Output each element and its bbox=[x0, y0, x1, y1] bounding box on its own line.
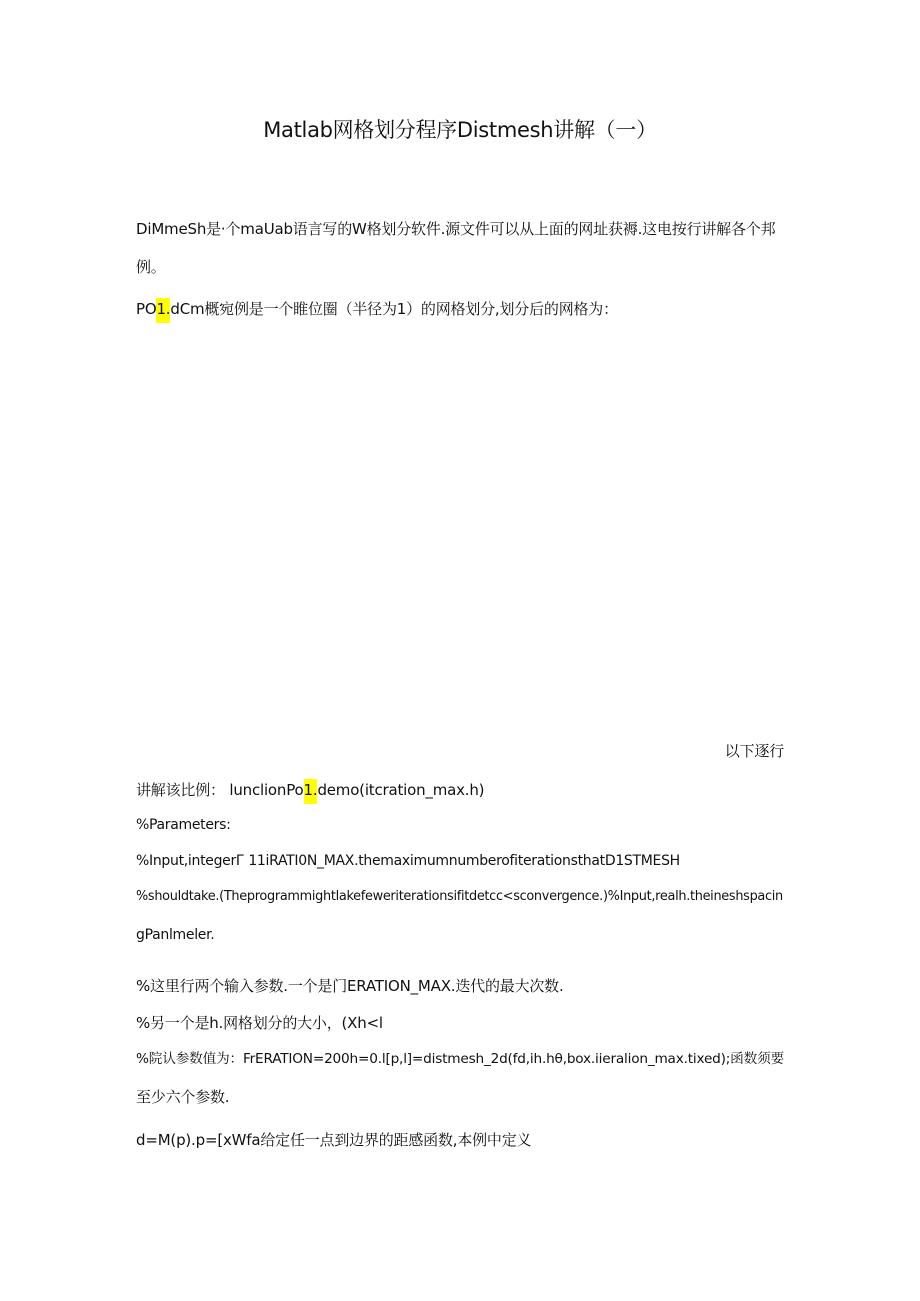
highlighted-number: 1. bbox=[156, 298, 170, 323]
code-comment-parameter: gPanlmeler. bbox=[136, 927, 215, 943]
line-by-line-lead: 以下逐行 bbox=[724, 742, 784, 760]
highlighted-number: 1. bbox=[304, 779, 318, 804]
mesh-figure-placeholder bbox=[136, 335, 784, 730]
mesh-size-note: %另一个是h.网格划分的大小，(Xh<l bbox=[136, 1014, 383, 1032]
demo-description-prefix: PO bbox=[136, 300, 157, 318]
code-comment-input-iteration: %Input,integerГ 11iRATI0N_MAX.themaximumnumberofiterationsthatD1STMESH bbox=[136, 853, 680, 869]
intro-paragraph-line-2: 例。 bbox=[136, 258, 166, 276]
demo-description-line bbox=[136, 298, 618, 323]
default-values-line-1: %院认参数值为：FrERATION=200h=0.l[p,l]=distmesh_2d(fd,ih.hθ,box.iieralion_max.tixed);函数须要 bbox=[136, 1051, 784, 1067]
code-comment-parameters: %Parameters: bbox=[136, 817, 231, 833]
default-values-line-2: 至少六个参数. bbox=[136, 1088, 230, 1106]
function-signature-line bbox=[136, 779, 484, 804]
intro-paragraph-line-1: DiMmeSh是·个maUab语言写的W格划分软件.源文件可以从上面的网址获褥.这电按行讲解各个邦 bbox=[136, 220, 776, 238]
code-comment-should-take: %shouldtake.(Theprogrammightlakefeweriterationsifitdetcc<sconvergence.)%Input,realh.theineshspacin bbox=[136, 889, 783, 904]
input-parameters-note: %这里行两个输入参数.一个是门ERATION_MAX.迭代的最大次数. bbox=[136, 977, 564, 995]
distance-function-line: d=M(p).p=[xWfa给定任一点到边界的距感函数,本例中定义 bbox=[136, 1131, 532, 1149]
page-title: Matlab网格划分程序Distmesh讲解（一） bbox=[263, 118, 657, 142]
demo-description-suffix: dCm概宛例是一个睢位圈（半径为1）的网格划分,划分后的网格为： bbox=[170, 300, 618, 318]
function-signature-prefix: 讲解该比例： lunclionPo bbox=[136, 781, 304, 799]
function-signature-suffix: demo(itcration_max.h) bbox=[317, 781, 485, 799]
